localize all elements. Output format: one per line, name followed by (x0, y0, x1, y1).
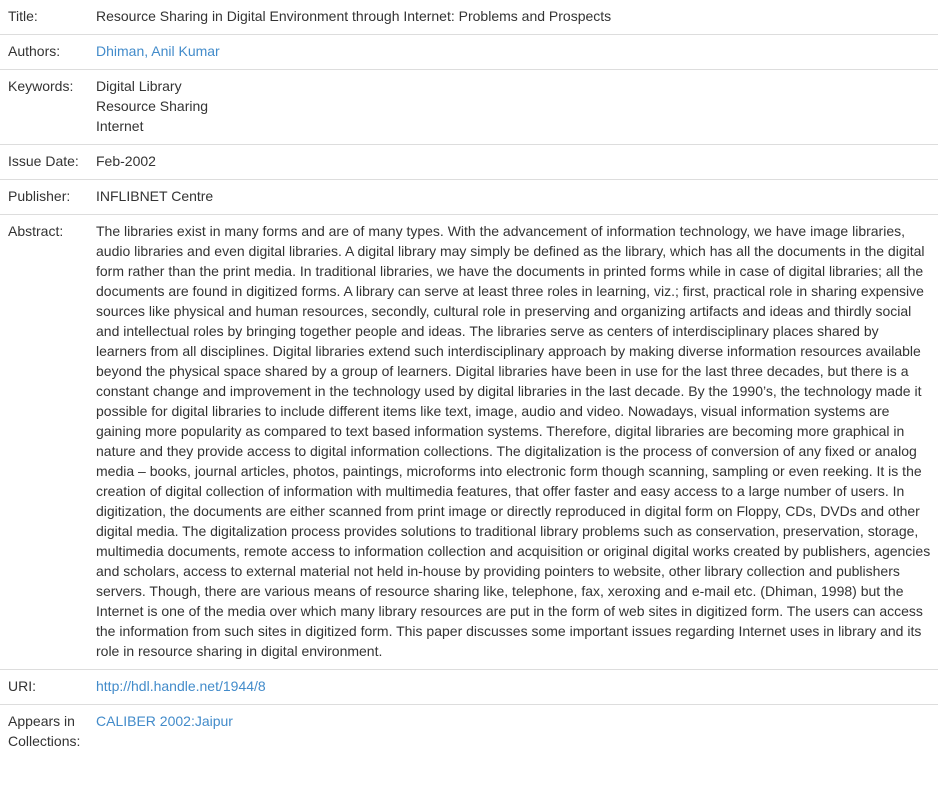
keywords-value (96, 70, 938, 145)
keywords-row (0, 70, 938, 145)
abstract-row (0, 215, 938, 670)
uri-row (0, 670, 938, 705)
uri-value (96, 670, 938, 705)
publisher-value: INFLIBNET Centre (96, 180, 938, 215)
collection-link[interactable]: CALIBER 2002:Jaipur (96, 713, 233, 729)
authors-value (96, 35, 938, 70)
keyword-item: Digital Library (96, 78, 182, 94)
author-link[interactable]: Dhiman, Anil Kumar (96, 43, 220, 59)
authors-row (0, 35, 938, 70)
publisher-row (0, 180, 938, 215)
collections-row (0, 705, 938, 760)
keyword-item: Resource Sharing (96, 98, 209, 114)
abstract-text: The libraries exist in many forms and are of many types. With the advancement of information technology, we have image libraries, audio libraries and even digital libraries. A digital library may simply be defined as the library, which has all the documents in the digital form rather than the print media. In traditional libraries, we have the documents in printed forms while in case of digital libraries; all the documents are found in digitized forms. A library can serve at least three roles in learning, viz.; first, practical role in sharing expensive sources like physical and human resources, secondly, cultural role in preserving and organizing artifacts and ideas and thirdly social and intellectual roles by bringing together people and ideas. The libraries serve as centers of interdisciplinary places shared by learners from all disciplines. Digital libraries extend such interdisciplinary approach by making diverse information resources available beyond the physical space shared by a group of learners. Digital libraries have been in use for the last three decades, but there is a constant change and improvement in the technology used by digital libraries in the last decade. By the 1990’s, the technology made it possible for digital libraries to include different items like text, image, audio and video. Nowadays, visual information systems are gaining more popularity as compared to text based information systems. Therefore, digital libraries are becoming more graphical in nature and they provide access to digital information collections. The digitalization is the process of conversion of any fixed or analog media – books, journal articles, photos, paintings, microforms into electronic form though scanning, sampling or even reeking. It is the creation of digital collection of information with multimedia features, that offer faster and easy access to a large number of users. In digitization, the documents are either scanned from print image or directly reproduced in digital form on Floppy, CDs, DVDs and other digital media. The digitalization process provides solutions to traditional library problems such as conservation, preservation, storage, multimedia documents, remote access to information collection and acquisition or original digital works created by publishers, agencies and scholars, access to external material not held in-house by providing pointers to website, other library collection and publishers servers. Though, there are various means of resource sharing like, telephone, fax, xeroxing and e-mail etc. (Dhiman, 1998) but the Internet is one of the media over which many library resources are put in the form of web sites in digitized form. The users can access the information from such sites in digitized form. This paper discusses some important issues regarding Internet uses in library and its role in resource sharing in digital environment. (96, 215, 938, 670)
issue-date-label: Issue Date: (0, 145, 96, 180)
title-label: Title: (8, 8, 38, 24)
authors-label: Authors: (0, 35, 96, 70)
uri-label: URI: (0, 670, 96, 705)
issue-date-value: Feb-2002 (96, 145, 938, 180)
publisher-label: Publisher: (0, 180, 96, 215)
title-row (0, 0, 938, 35)
title-value: Resource Sharing in Digital Environment through Internet: Problems and Prospects (96, 8, 612, 24)
keyword-item: Internet (96, 118, 144, 134)
keywords-label: Keywords: (0, 70, 96, 145)
issue-date-row (0, 145, 938, 180)
abstract-label: Abstract: (0, 215, 96, 670)
collections-label: Appears in Collections: (0, 705, 96, 760)
collections-value (96, 705, 938, 760)
uri-link[interactable]: http://hdl.handle.net/1944/8 (96, 678, 266, 694)
